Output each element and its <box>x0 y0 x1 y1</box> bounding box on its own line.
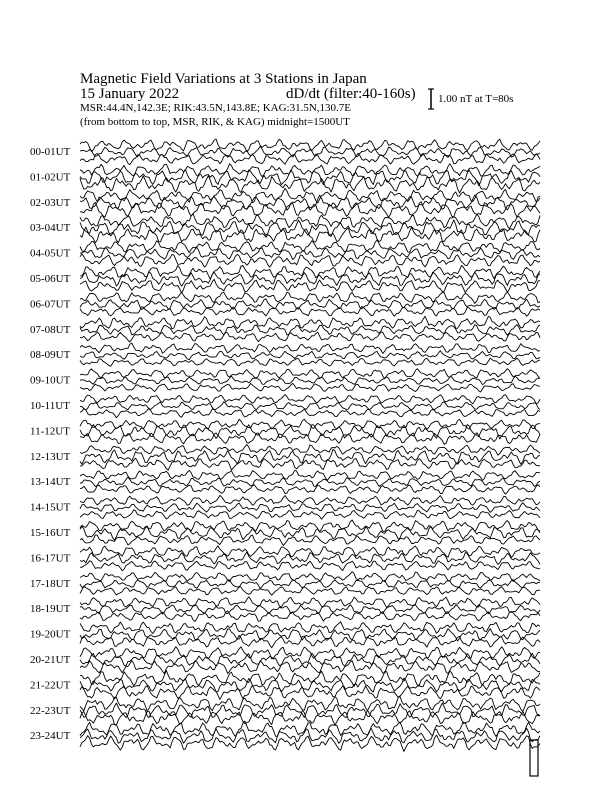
chart-title: Magnetic Field Variations at 3 Stations in Japan <box>80 71 367 87</box>
hour-row <box>30 444 540 470</box>
hour-row <box>30 292 540 316</box>
hour-row <box>30 622 540 648</box>
trace-rik <box>80 351 540 360</box>
hour-row <box>30 214 540 243</box>
trace-msr <box>80 510 540 519</box>
trace-kag <box>80 292 540 303</box>
trace-kag <box>80 395 540 404</box>
hour-row <box>30 597 540 622</box>
hour-label: 19-20UT <box>30 628 71 641</box>
hour-label: 06-07UT <box>30 298 71 311</box>
trace-msr <box>80 227 540 243</box>
hour-label: 18-19UT <box>30 603 71 616</box>
hour-row <box>30 139 540 165</box>
hour-label: 04-05UT <box>30 247 71 260</box>
hour-label: 00-01UT <box>30 146 71 158</box>
hour-label: 03-04UT <box>30 222 71 235</box>
filter-label: dD/dt (filter:40-160s) <box>286 86 416 102</box>
trace-kag <box>80 572 540 582</box>
hour-label: 16-17UT <box>30 552 71 565</box>
trace-msr <box>80 358 540 366</box>
hour-row <box>30 395 540 418</box>
trace-msr <box>80 535 540 546</box>
hour-label: 10-11UT <box>30 400 70 412</box>
trace-kag <box>80 597 540 608</box>
hour-row <box>30 721 540 751</box>
trace-rows <box>30 139 540 751</box>
trace-kag <box>80 188 540 203</box>
trace-rik <box>80 653 540 666</box>
hour-row <box>30 647 540 674</box>
hour-row <box>30 265 540 293</box>
trace-kag <box>80 622 540 634</box>
hour-label: 01-02UT <box>30 171 71 184</box>
trace-kag <box>80 495 540 505</box>
hour-label: 15-16UT <box>30 527 71 539</box>
hour-row <box>30 470 540 494</box>
hour-row <box>30 572 540 596</box>
trace-kag <box>80 316 540 329</box>
hour-label: 08-09UT <box>30 349 71 362</box>
trace-msr <box>80 202 540 218</box>
hour-label: 23-24UT <box>30 730 71 743</box>
trace-kag <box>80 369 540 379</box>
hour-row <box>30 670 540 699</box>
hour-row <box>30 240 540 267</box>
station-coordinates: MSR:44.4N,142.3E; RIK:43.5N,143.8E; KAG:31.5N,130.7E <box>80 102 352 114</box>
hour-label: 07-08UT <box>30 323 71 336</box>
trace-msr <box>80 635 540 648</box>
trace-rik <box>80 552 540 564</box>
hour-label: 11-12UT <box>30 425 70 438</box>
scale-bar <box>428 89 434 109</box>
station-order-note: (from bottom to top, MSR, RIK, & KAG) midnight=1500UT <box>80 116 350 128</box>
hour-label: 22-23UT <box>30 704 71 717</box>
trace-kag <box>80 343 540 353</box>
trace-kag <box>80 670 540 686</box>
trace-rik <box>80 605 540 615</box>
hour-row <box>30 697 540 726</box>
trace-msr <box>80 254 540 267</box>
hour-label: 12-13UT <box>30 450 71 463</box>
trace-kag <box>80 164 540 177</box>
trace-kag <box>80 546 540 558</box>
chart-date: 15 January 2022 <box>80 86 180 102</box>
trace-kag <box>80 470 540 480</box>
hour-row <box>30 316 540 342</box>
trace-msr <box>80 307 540 317</box>
scale-bar-label: 1.00 nT at T=80s <box>438 93 514 105</box>
trace-msr <box>80 661 540 674</box>
trace-msr <box>80 433 540 445</box>
hour-label: 20-21UT <box>30 654 71 666</box>
hour-label: 02-03UT <box>30 196 71 209</box>
hour-label: 17-18UT <box>30 577 71 590</box>
trace-rik <box>80 299 540 310</box>
trace-msr <box>80 279 540 293</box>
trace-rik <box>80 325 540 336</box>
trace-kag <box>80 419 540 429</box>
hour-label: 14-15UT <box>30 501 71 514</box>
hour-row <box>30 546 540 571</box>
trace-kag <box>80 240 540 253</box>
trace-msr <box>80 332 540 342</box>
hour-label: 13-14UT <box>30 476 71 489</box>
trace-msr <box>80 586 540 595</box>
hour-row <box>30 343 540 366</box>
trace-rik <box>80 376 540 385</box>
trace-rik <box>80 580 540 589</box>
trace-msr <box>80 383 540 392</box>
hour-row <box>30 188 540 217</box>
trace-msr <box>80 611 540 622</box>
hour-label: 21-22UT <box>30 679 71 692</box>
hour-row <box>30 520 540 545</box>
hour-row <box>30 369 540 392</box>
hour-label: 09-10UT <box>30 374 71 387</box>
hour-label: 05-06UT <box>30 273 71 285</box>
trace-kag <box>80 444 540 455</box>
hour-row <box>30 495 540 519</box>
hour-row <box>30 419 540 444</box>
trace-rik <box>80 477 540 486</box>
trace-msr <box>80 561 540 571</box>
trace-rik <box>80 272 540 287</box>
trace-msr <box>80 408 540 418</box>
